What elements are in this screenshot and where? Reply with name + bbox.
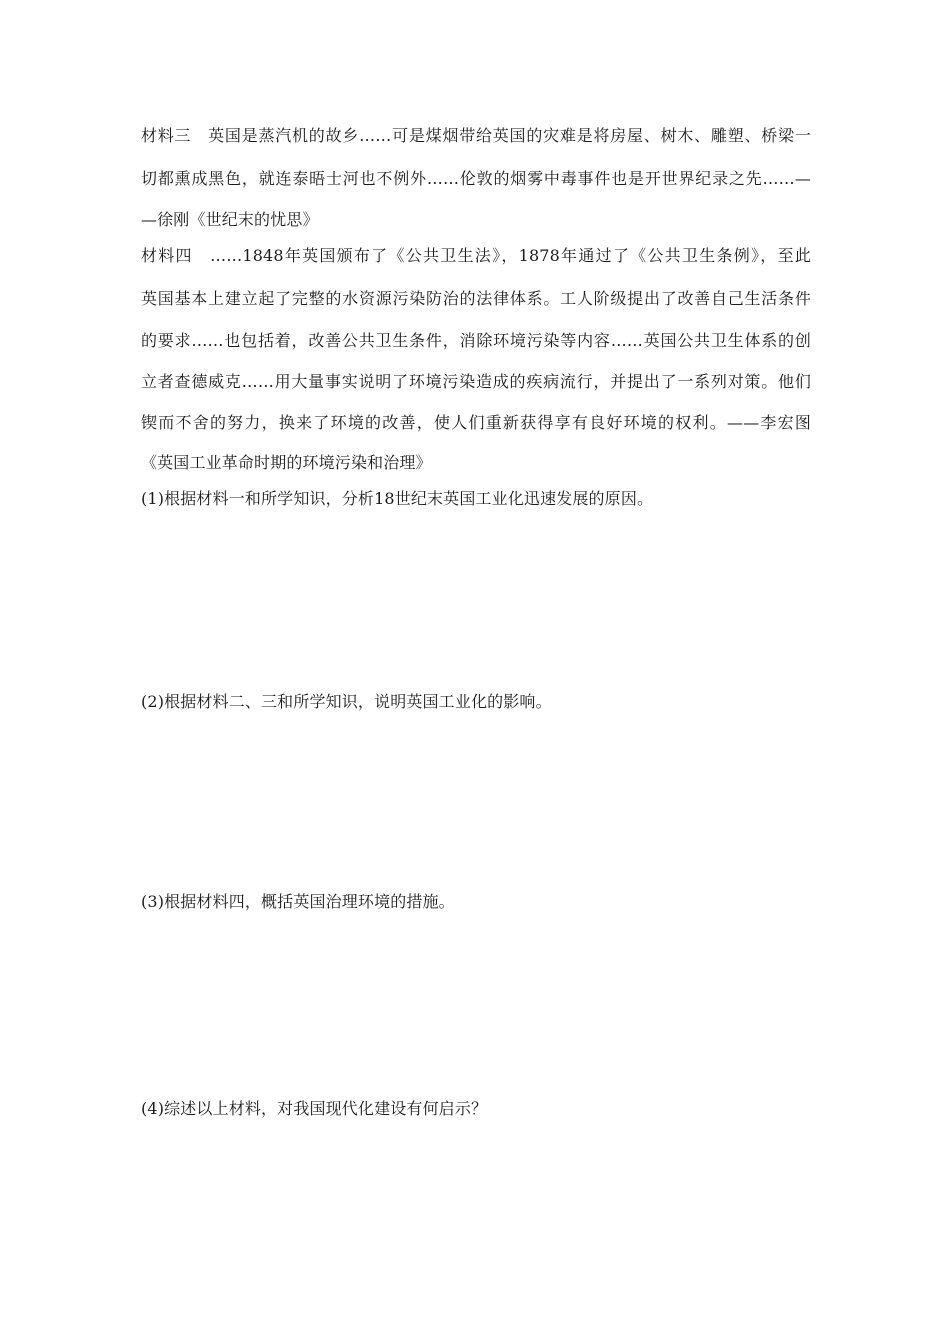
material4-line-4: 立者查德威克……用大量事实说明了环境污染造成的疾病流行，并提出了一系列对策。他们: [141, 372, 811, 391]
material4-line-3: 的要求……也包括着，改善公共卫生条件，消除环境污染等内容……英国公共卫生体系的创: [141, 331, 811, 350]
question-4: (4)综述以上材料，对我国现代化建设有何启示？: [141, 1099, 488, 1118]
material4-line-1: 材料四 ……1848年英国颁布了《公共卫生法》，1878年通过了《公共卫生条例》，至此: [141, 246, 811, 265]
material4-line-6: 《英国工业革命时期的环境污染和治理》: [141, 453, 432, 472]
question-1: (1)根据材料一和所学知识，分析18世纪末英国工业化迅速发展的原因。: [141, 489, 654, 508]
material3-line-1: 材料三 英国是蒸汽机的故乡……可是煤烟带给英国的灾难是将房屋、树木、雕塑、桥梁一: [141, 126, 811, 145]
material4-line-5: 锲而不舍的努力，换来了环境的改善，使人们重新获得享有良好环境的权利。——李宏图: [141, 413, 811, 432]
material3-line-3: —徐刚《世纪末的忧思》: [141, 210, 319, 229]
question-2: (2)根据材料二、三和所学知识，说明英国工业化的影响。: [141, 692, 552, 711]
question-3: (3)根据材料四，概括英国治理环境的措施。: [141, 892, 455, 911]
material4-line-2: 英国基本上建立起了完整的水资源污染防治的法律体系。工人阶级提出了改善自己生活条件: [141, 289, 811, 308]
material3-line-2: 切都熏成黑色，就连泰晤士河也不例外……伦敦的烟雾中毒事件也是开世界纪录之先……—: [141, 169, 811, 188]
